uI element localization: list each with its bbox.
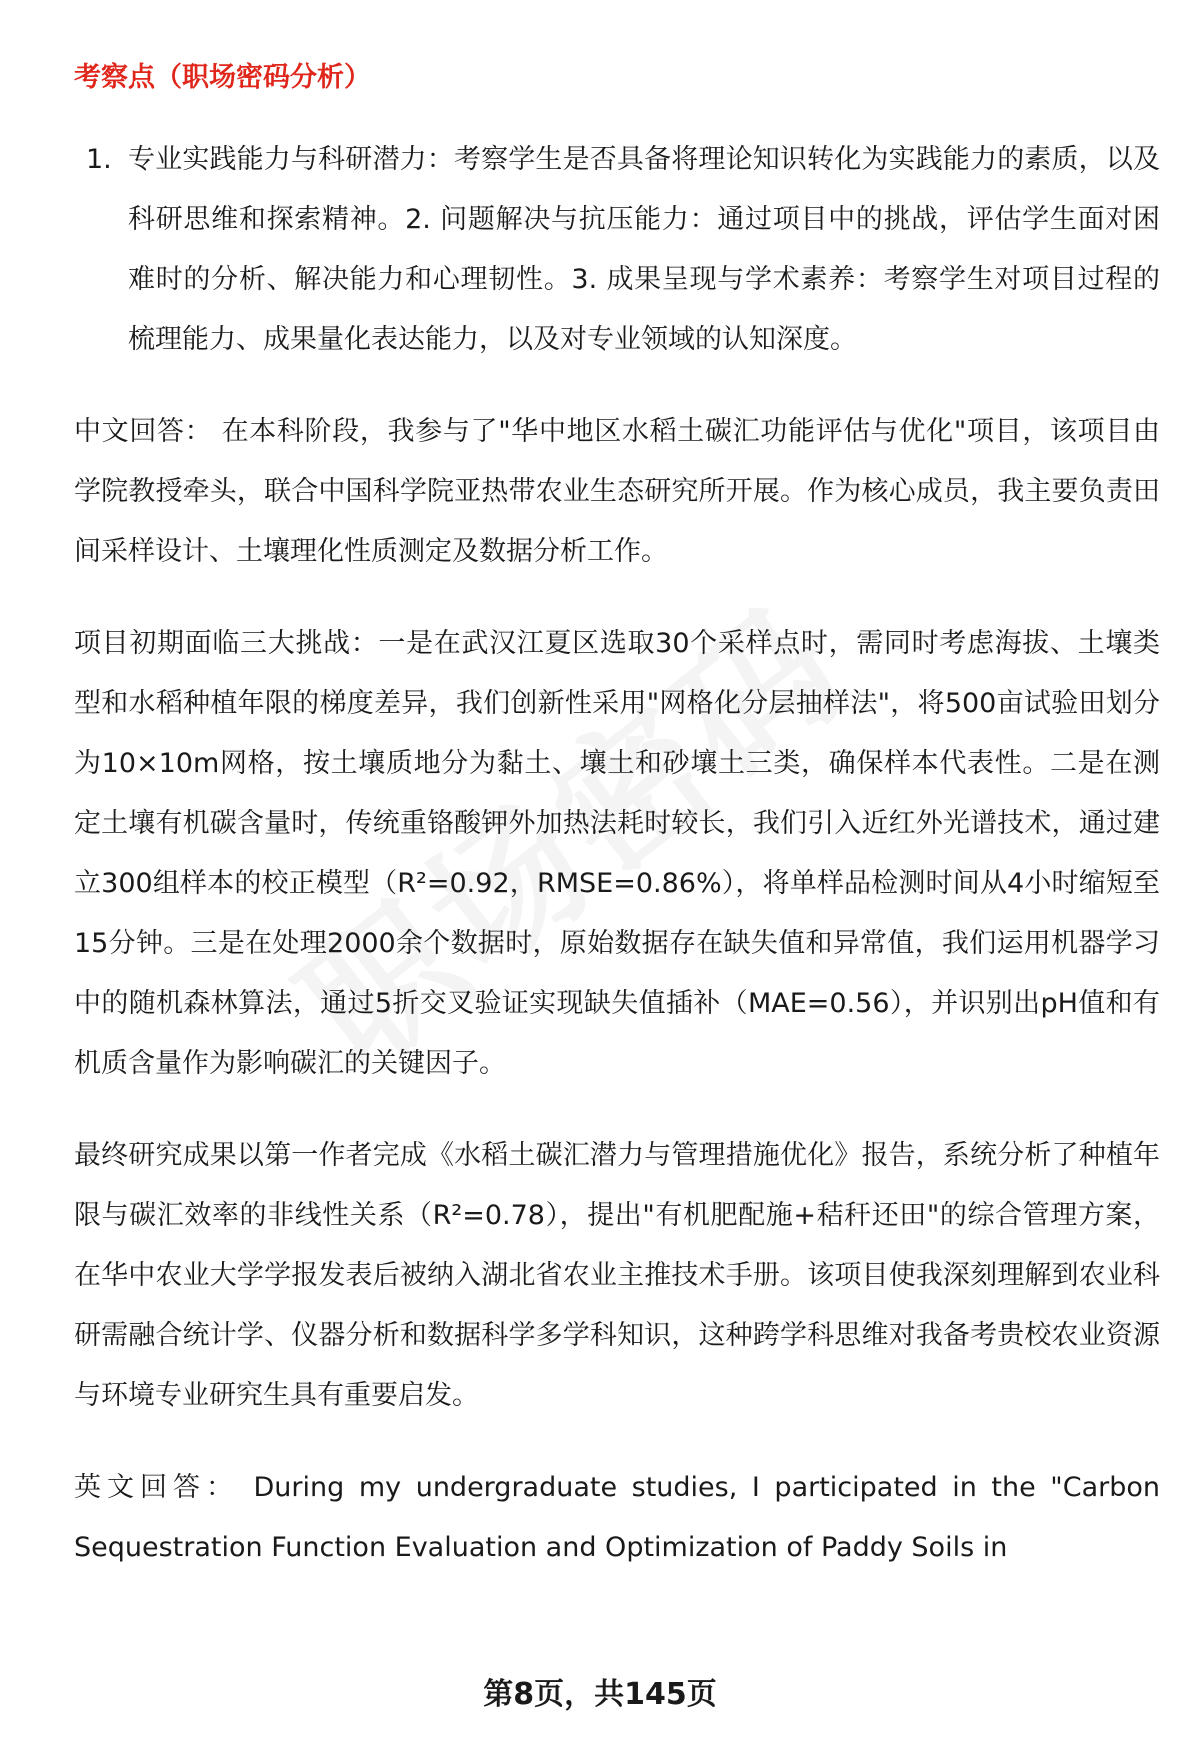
english-answer-intro: 英文回答： During my undergraduate studies, I participated in the "Carbon Sequestration Function Evaluation and Optimization of Paddy Soils in bbox=[74, 1472, 1160, 1563]
page-number: 第8页，共145页 bbox=[483, 1677, 717, 1712]
section-heading: 考察点（职场密码分析） bbox=[74, 62, 371, 93]
results-paragraph: 最终研究成果以第一作者完成《水稻土碳汇潜力与管理措施优化》报告，系统分析了种植年限与碳汇效率的非线性关系（R²=0.78），提出"有机肥配施+秸秆还田"的综合管理方案，在华中农业大学学报发表后被纳入湖北省农业主推技术手册。该项目使我深刻理解到农业科研需融合统计学、仪器分析和数据科学多学科知识，这种跨学科思维对我备考贵校农业资源与环境专业研究生具有重要启发。 bbox=[74, 1140, 1160, 1411]
list-item-text: 专业实践能力与科研潜力：考察学生是否具备将理论知识转化为实践能力的素质，以及科研思维和探索精神。2. 问题解决与抗压能力：通过项目中的挑战，评估学生面对困难时的分析、解决能力和心理韧性。3. 成果呈现与学术素养：考察学生对项目过程的梳理能力、成果量化表达能力，以及对专业领域的认知深度。 bbox=[128, 144, 1160, 355]
chinese-answer-intro: 中文回答： 在本科阶段，我参与了"华中地区水稻土碳汇功能评估与优化"项目，该项目由学院教授牵头，联合中国科学院亚热带农业生态研究所开展。作为核心成员，我主要负责田间采样设计、土壤理化性质测定及数据分析工作。 bbox=[74, 416, 1160, 567]
challenges-paragraph: 项目初期面临三大挑战：一是在武汉江夏区选取30个采样点时，需同时考虑海拔、土壤类型和水稻种植年限的梯度差异，我们创新性采用"网格化分层抽样法"，将500亩试验田划分为10×10m网格，按土壤质地分为黏土、壤土和砂壤土三类，确保样本代表性。二是在测定土壤有机碳含量时，传统重铬酸钾外加热法耗时较长，我们引入近红外光谱技术，通过建立300组样本的校正模型（R²=0.92，RMSE=0.86%），将单样品检测时间从4小时缩短至15分钟。三是在处理2000余个数据时，原始数据存在缺失值和异常值，我们运用机器学习中的随机森林算法，通过5折交叉验证实现缺失值插补（MAE=0.56），并识别出pH值和有机质含量作为影响碳汇的关键因子。 bbox=[74, 628, 1160, 1079]
document-body bbox=[74, 58, 1160, 1610]
list-item-number: 1. bbox=[86, 144, 112, 175]
list-item bbox=[74, 130, 1160, 370]
criteria-list bbox=[74, 130, 1160, 370]
